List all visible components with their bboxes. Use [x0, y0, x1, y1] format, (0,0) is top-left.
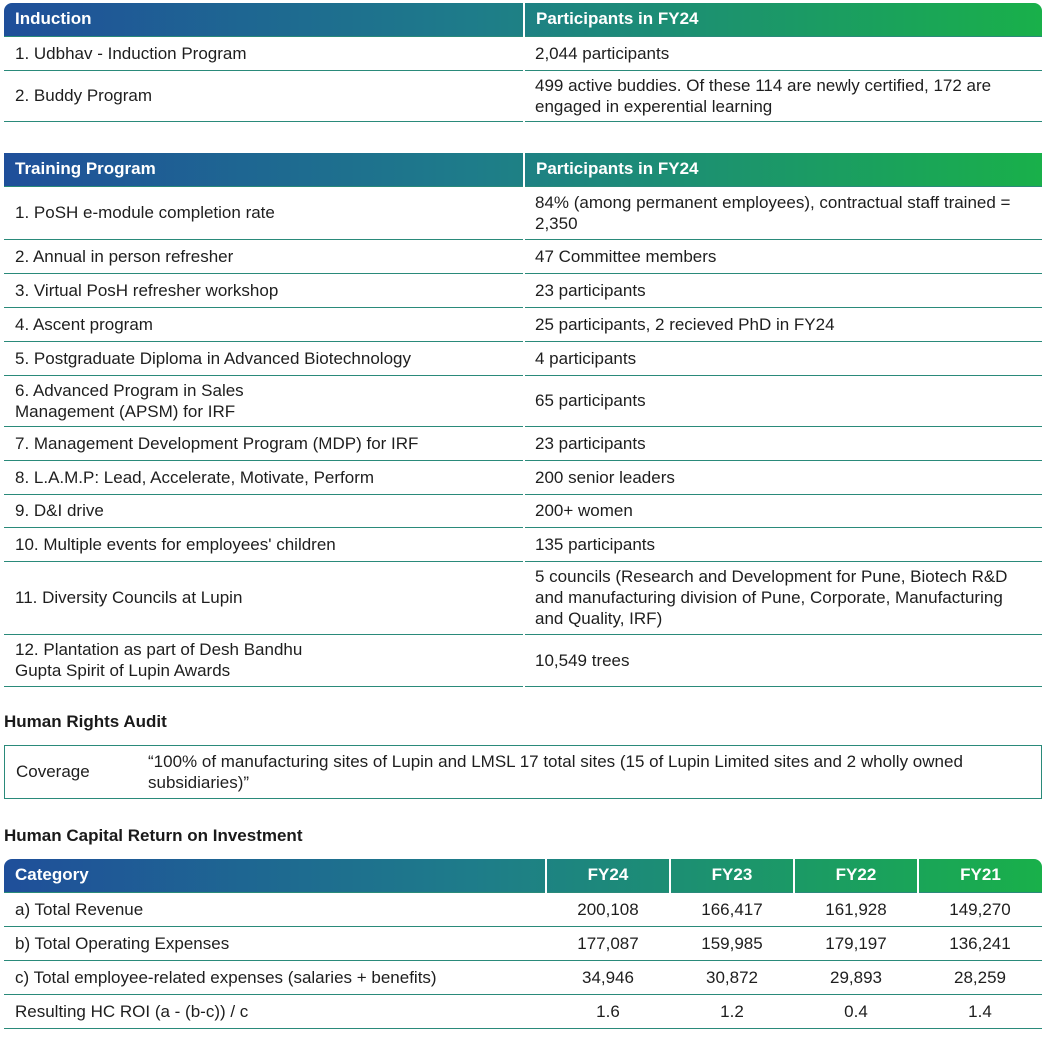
table-row: [4, 36, 1042, 70]
row-label: a) Total Revenue: [4, 892, 546, 926]
human-rights-box: [4, 745, 1042, 799]
cell-fy22: 179,197: [794, 926, 918, 960]
row-label: b) Total Operating Expenses: [4, 926, 546, 960]
row-value: 135 participants: [524, 527, 1042, 561]
row-value: 2,044 participants: [524, 36, 1042, 70]
row-label: 1. Udbhav - Induction Program: [4, 36, 524, 70]
induction-header-participants: Participants in FY24: [536, 9, 699, 29]
table-row: [4, 926, 1042, 960]
row-label: 4. Ascent program: [4, 307, 524, 341]
cell-fy22: 0.4: [794, 994, 918, 1028]
cell-fy21: 149,270: [918, 892, 1042, 926]
row-value: 84% (among permanent employees), contractual staff trained = 2,350: [524, 186, 1042, 239]
cell-fy24: 200,108: [546, 892, 670, 926]
row-label: 11. Diversity Councils at Lupin: [4, 561, 524, 634]
cell-fy23: 30,872: [670, 960, 794, 994]
table-row: [4, 960, 1042, 994]
table-row: [4, 561, 1042, 634]
cell-fy21: 136,241: [918, 926, 1042, 960]
table-row: [4, 239, 1042, 273]
hc-roi-header-category: Category: [4, 859, 546, 892]
cell-fy24: 177,087: [546, 926, 670, 960]
cell-fy21: 1.4: [918, 994, 1042, 1028]
coverage-label: Coverage: [16, 762, 90, 781]
row-value: 200 senior leaders: [524, 460, 1042, 494]
table-row: [4, 892, 1042, 926]
hc-roi-table: [4, 859, 1042, 1029]
hc-roi-header-fy24: FY24: [546, 859, 670, 892]
row-label: 8. L.A.M.P: Lead, Accelerate, Motivate, Perform: [4, 460, 524, 494]
hc-roi-header-fy22: FY22: [794, 859, 918, 892]
table-row: [4, 994, 1042, 1028]
induction-header-row: [4, 3, 1042, 36]
table-row: [4, 70, 1042, 121]
table-row: [4, 375, 1042, 426]
table-row: [4, 494, 1042, 527]
table-row: [4, 426, 1042, 460]
cell-fy24: 1.6: [546, 994, 670, 1028]
row-value: 65 participants: [524, 375, 1042, 426]
cell-fy22: 29,893: [794, 960, 918, 994]
row-value: 25 participants, 2 recieved PhD in FY24: [524, 307, 1042, 341]
table-row: [4, 186, 1042, 239]
table-row: [4, 273, 1042, 307]
row-label: 3. Virtual PosH refresher workshop: [4, 273, 524, 307]
row-label: 2. Annual in person refresher: [4, 239, 524, 273]
cell-fy24: 34,946: [546, 960, 670, 994]
row-value: 47 Committee members: [524, 239, 1042, 273]
hc-roi-header-fy21: FY21: [960, 865, 1001, 885]
row-value: 5 councils (Research and Development for Pune, Biotech R&D and manufacturing division of Pune, Corporate, Manufacturing and Quality, IRF): [524, 561, 1042, 634]
cell-fy23: 159,985: [670, 926, 794, 960]
table-row: [4, 634, 1042, 686]
training-header-row: [4, 153, 1042, 186]
cell-fy23: 1.2: [670, 994, 794, 1028]
row-value: 23 participants: [524, 426, 1042, 460]
row-label: 7. Management Development Program (MDP) for IRF: [4, 426, 524, 460]
row-label: 6. Advanced Program in Sales Management (APSM) for IRF: [4, 375, 524, 426]
row-value: 200+ women: [524, 494, 1042, 527]
row-value: 499 active buddies. Of these 114 are newly certified, 172 are engaged in experential learning: [524, 70, 1042, 121]
training-header-participants: Participants in FY24: [536, 159, 699, 179]
table-row: [4, 527, 1042, 561]
table-row: [4, 460, 1042, 494]
hc-roi-header-row: [4, 859, 1042, 892]
row-label: 12. Plantation as part of Desh Bandhu Gupta Spirit of Lupin Awards: [4, 634, 524, 686]
cell-fy22: 161,928: [794, 892, 918, 926]
human-rights-title: Human Rights Audit: [4, 712, 167, 731]
hc-roi-title: Human Capital Return on Investment: [4, 826, 303, 845]
row-value: 23 participants: [524, 273, 1042, 307]
table-row: [4, 307, 1042, 341]
row-label: Resulting HC ROI (a - (b-c)) / c: [4, 994, 546, 1028]
training-header-label: Training Program: [4, 153, 524, 186]
row-label: 1. PoSH e-module completion rate: [4, 186, 524, 239]
hc-roi-header-fy23: FY23: [670, 859, 794, 892]
induction-table: [4, 3, 1042, 122]
row-label: 2. Buddy Program: [4, 70, 524, 121]
row-label: 10. Multiple events for employees' children: [4, 527, 524, 561]
row-label: 9. D&I drive: [4, 494, 524, 527]
row-value: 4 participants: [524, 341, 1042, 375]
cell-fy23: 166,417: [670, 892, 794, 926]
table-row: [4, 341, 1042, 375]
coverage-value: “100% of manufacturing sites of Lupin and LMSL 17 total sites (15 of Lupin Limited sites and 2 wholly owned subsidiaries)”: [148, 752, 963, 792]
row-value: 10,549 trees: [524, 634, 1042, 686]
induction-header-label: Induction: [4, 3, 524, 36]
training-table: [4, 153, 1042, 687]
row-label: c) Total employee-related expenses (salaries + benefits): [4, 960, 546, 994]
cell-fy21: 28,259: [918, 960, 1042, 994]
row-label: 5. Postgraduate Diploma in Advanced Biotechnology: [4, 341, 524, 375]
